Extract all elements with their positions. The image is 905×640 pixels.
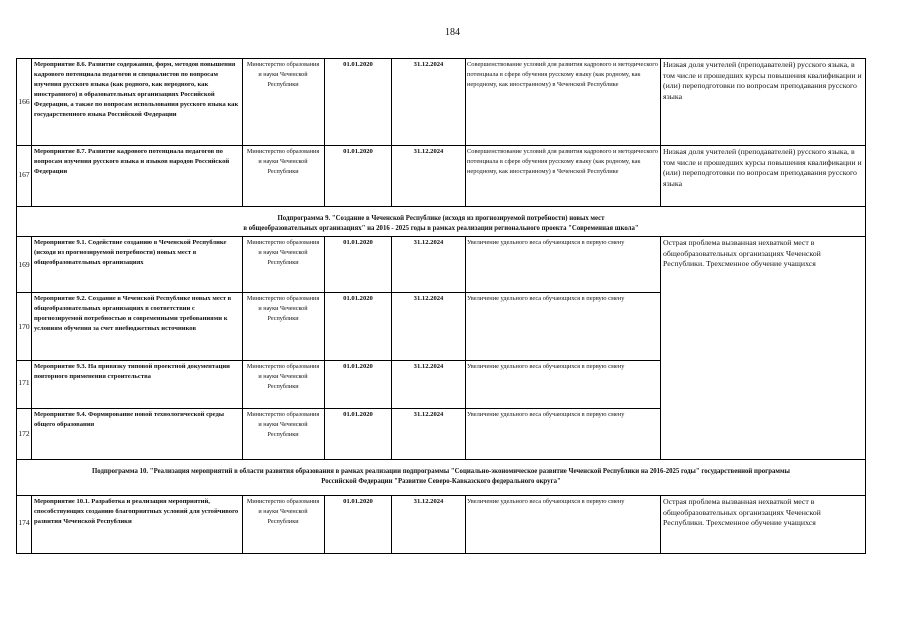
- expected-result: Увеличение удельного веса обучающихся в первую смену: [467, 411, 625, 418]
- expected-result: Совершенствование условий для развития кадрового и методического потенциала в сфере обучения русскому языку (как родному, как неродному, как иностранному) в Чеченской Республике: [467, 148, 658, 175]
- column-divider: [324, 236, 325, 459]
- start-date: 01.01.2020: [343, 411, 373, 418]
- row-divider: [17, 408, 660, 409]
- measure-title: Мероприятие 8.6. Развитие содержания, форм, методов повышения кадрового потенциала педагогов и специалистов по вопросам изучения русского языка (как родного, как неродного, как иностранного) в образовательных организациях Российской Федерации, а также по вопросам использования русского языка как государственного языка Российской Федерации: [34, 61, 239, 118]
- end-date: 31.12.2024: [413, 148, 444, 155]
- responsible-org: Министерство образования и науки Чеченской Республики: [246, 411, 320, 438]
- risk-text-merged: Острая проблема вызванная нехваткой мест в общеобразовательных организациях Чеченской Республики. Трехсменное обучение учащихся: [663, 238, 821, 268]
- subprogram-10-header: [17, 467, 865, 487]
- column-divider: [242, 495, 243, 553]
- row-number: 170: [18, 322, 30, 331]
- responsible-org: Министерство образования и науки Чеченской Республики: [246, 363, 320, 390]
- measure-title: Мероприятие 8.7. Развитие кадрового потенциала педагогов по вопросам изучения русского языка и языков народов Российской Федерации: [34, 148, 230, 175]
- row-number: 171: [18, 378, 30, 387]
- start-date: 01.01.2020: [343, 498, 373, 505]
- subprogram-10-line2: Российской Федерации "Развитие Северо-Кавказского федерального округа": [321, 478, 561, 485]
- row-divider: [17, 360, 660, 361]
- measure-title: Мероприятие 10.1. Разработка и реализация мероприятий, способствующих созданию благоприятных условий для устойчивого развития Чеченской Республики: [34, 498, 239, 525]
- row-divider: [17, 145, 865, 146]
- start-date: 01.01.2020: [343, 239, 373, 246]
- subprogram-9-line1: Подпрограмма 9. "Создание в Чеченской Республике (исходя из прогнозируемой потребности) новых мест: [277, 215, 605, 222]
- expected-result: Увеличение удельного веса обучающихся в первую смену: [467, 295, 625, 302]
- column-divider: [660, 236, 661, 459]
- row-divider: [17, 495, 865, 496]
- subprogram-10-line1: Подпрограмма 10. "Реализация мероприятий в области развития образования в рамках реализации подпрограммы "Социально-экономическое развитие Чеченской Республики на 2016-2025 годы" государственной программы: [92, 468, 790, 475]
- risk-text: Острая проблема вызванная нехваткой мест в общеобразовательных организациях Чеченской Республики. Трехсменное обучение учащихся: [663, 497, 821, 527]
- measure-title: Мероприятие 9.1. Содействие созданию в Чеченской Республике (исходя из прогнозируемой потребности) новых мест в общеобразовательных организациях: [34, 239, 227, 266]
- responsible-org: Министерство образования и науки Чеченской Республики: [246, 498, 320, 525]
- expected-result: Совершенствование условий для развития кадрового и методического потенциала в сфере обучения русскому языку (как родному, как неродному, как иностранному) в Чеченской Республике: [467, 61, 658, 88]
- responsible-org: Министерство образования и науки Чеченской Республики: [246, 239, 320, 266]
- start-date: 01.01.2020: [343, 295, 373, 302]
- column-divider: [242, 236, 243, 459]
- column-divider: [242, 59, 243, 206]
- end-date: 31.12.2024: [413, 61, 444, 68]
- column-divider: [465, 236, 466, 459]
- end-date: 31.12.2024: [413, 295, 444, 302]
- start-date: 01.01.2020: [343, 363, 373, 370]
- expected-result: Увеличение удельного веса обучающихся в первую смену: [467, 498, 625, 505]
- start-date: 01.01.2020: [343, 148, 373, 155]
- risk-text: Низкая доля учителей (преподавателей) русского языка, в том числе и прошедших курсы повышения квалификации и (или) переподготовки по вопросам преподавания русского языка: [663, 147, 862, 188]
- row-number: 166: [18, 97, 30, 106]
- end-date: 31.12.2024: [413, 363, 444, 370]
- column-divider: [31, 59, 32, 206]
- responsible-org: Министерство образования и науки Чеченской Республики: [246, 148, 320, 175]
- column-divider: [465, 495, 466, 553]
- column-divider: [391, 59, 392, 206]
- column-divider: [324, 59, 325, 206]
- column-divider: [660, 495, 661, 553]
- end-date: 31.12.2024: [413, 239, 444, 246]
- risk-text: Низкая доля учителей (преподавателей) русского языка, в том числе и прошедших курсы повышения квалификации и (или) переподготовки по вопросам преподавания русского языка: [663, 60, 862, 101]
- expected-result: Увеличение удельного веса обучающихся в первую смену: [467, 239, 625, 246]
- row-divider: [17, 206, 865, 207]
- row-divider: [17, 459, 865, 460]
- end-date: 31.12.2024: [413, 411, 444, 418]
- start-date: 01.01.2020: [343, 61, 373, 68]
- responsible-org: Министерство образования и науки Чеченской Республики: [246, 61, 320, 88]
- row-number: 174: [18, 518, 30, 527]
- subprogram-9-line2: в общеобразовательных организациях" на 2016 - 2025 годы в рамках реализации регионального проекта "Современная школа": [243, 225, 639, 232]
- expected-result: Увеличение удельного веса обучающихся в первую смену: [467, 363, 625, 370]
- row-number: 167: [18, 170, 30, 179]
- column-divider: [660, 59, 661, 206]
- measure-title: Мероприятие 9.2. Создание в Чеченской Республике новых мест в общеобразовательных организациях в соответствии с прогнозируемой потребностью и современными требованиями к условиям обучения за счет внебюджетных источников: [34, 295, 232, 332]
- row-number: 172: [18, 429, 30, 438]
- row-divider: [17, 236, 865, 237]
- column-divider: [465, 59, 466, 206]
- subprogram-9-header: [17, 214, 865, 234]
- column-divider: [391, 236, 392, 459]
- measures-table: [16, 58, 866, 554]
- page-number: 184: [445, 27, 460, 38]
- row-number: 169: [18, 260, 30, 269]
- measure-title: Мероприятие 9.4. Формирование новой технологической среды общего образования: [34, 411, 225, 428]
- measure-title: Мероприятие 9.3. На привязку типовой проектной документации повторного применения строительства: [34, 363, 230, 380]
- end-date: 31.12.2024: [413, 498, 444, 505]
- row-divider: [17, 292, 660, 293]
- responsible-org: Министерство образования и науки Чеченской Республики: [246, 295, 320, 322]
